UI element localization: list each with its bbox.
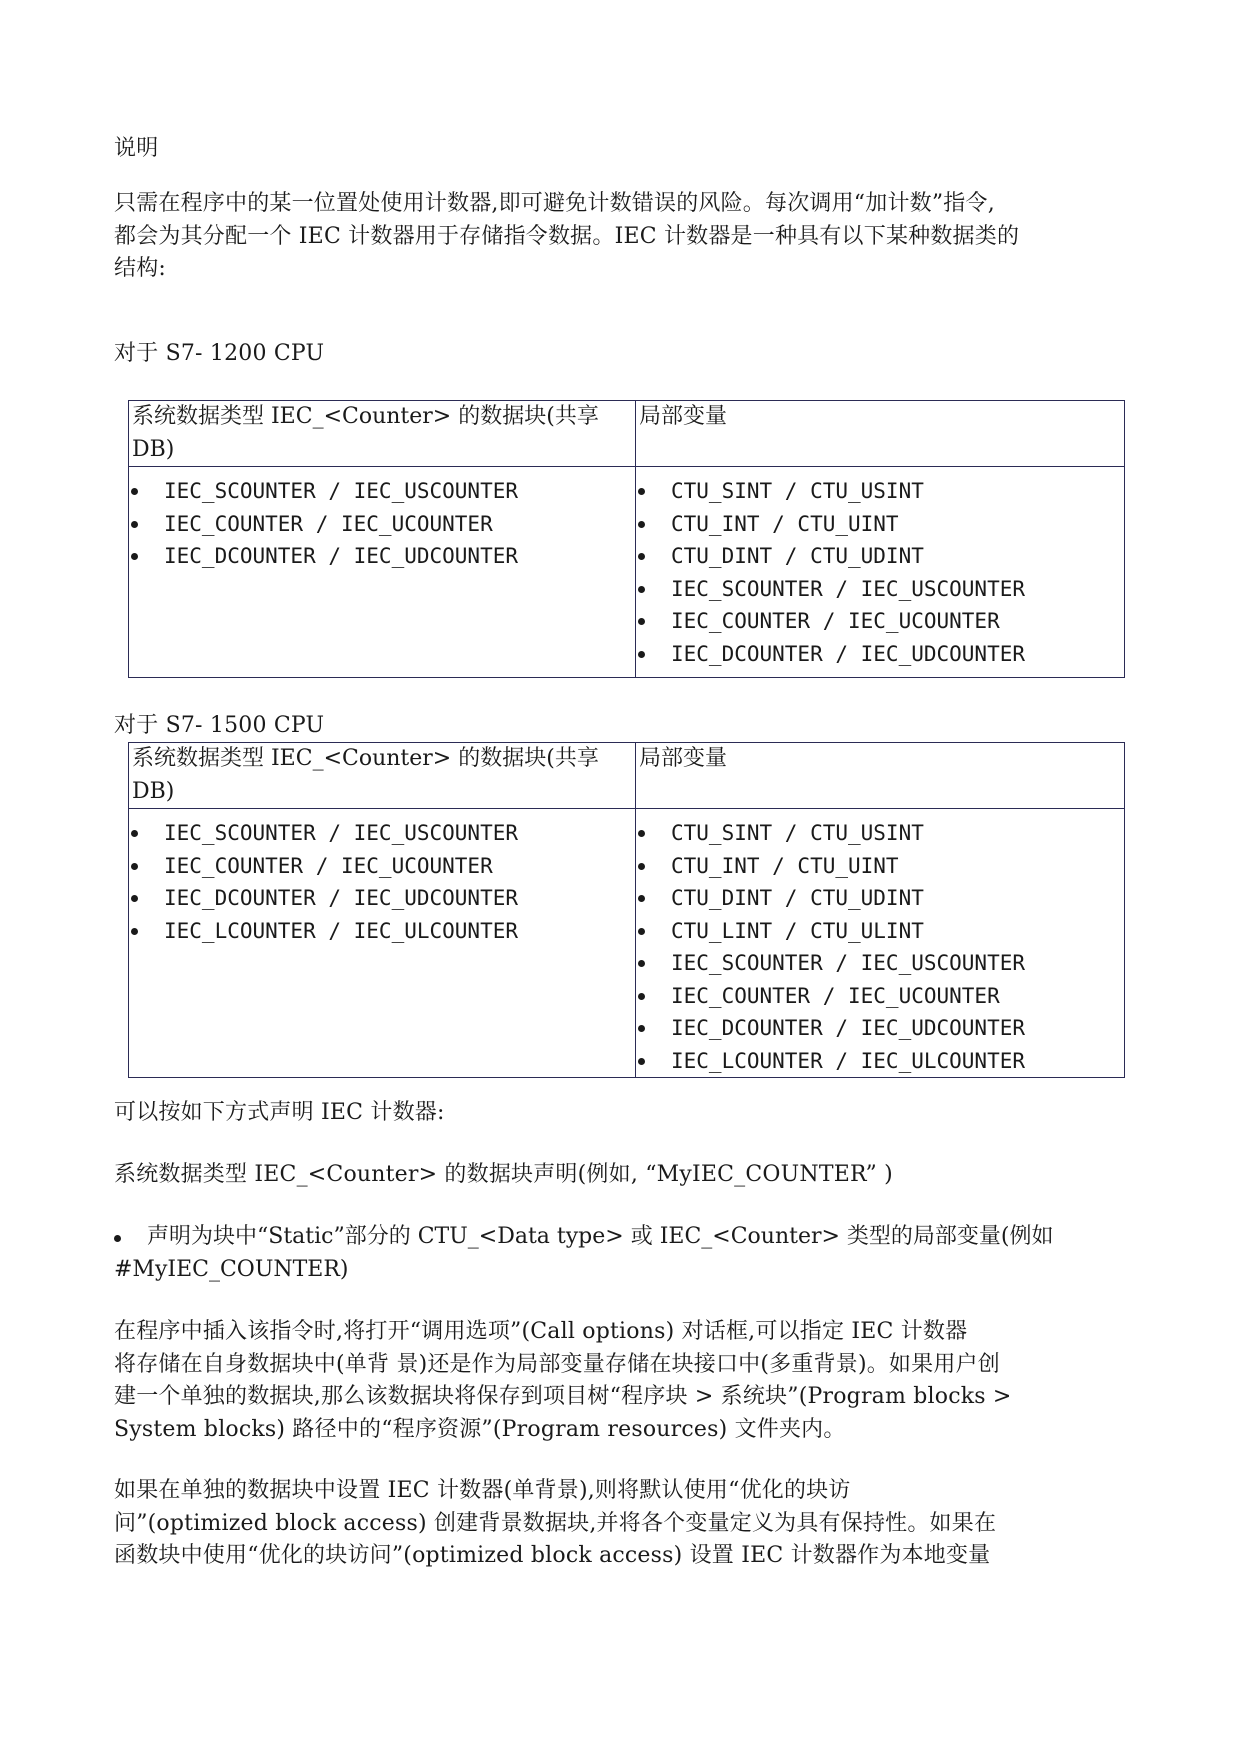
optimized-access-line: 问”(optimized block access) 创建背景数据块,并将各个变量定义为具有保持性。如果在 [114,1510,997,1536]
header-text: 局部变量 [639,746,728,771]
list-item: IEC_SCOUNTER / IEC_USCOUNTER [129,817,635,850]
bullet-icon [638,863,645,870]
call-options-line: 建一个单独的数据块,那么该数据块将保存到项目树“程序块 > 系统块”(Program blocks > [114,1384,1012,1409]
list-item: IEC_LCOUNTER / IEC_ULCOUNTER [129,915,635,948]
db-types-list [129,467,635,573]
bullet-icon [131,521,138,528]
list-item: CTU_SINT / CTU_USINT [636,817,1124,850]
bullet-icon [638,993,645,1000]
header-cell-local [636,401,1125,467]
list-item: IEC_LCOUNTER / IEC_ULCOUNTER [636,1045,1124,1078]
section-heading: 说明 [114,136,159,161]
bullet-icon [131,895,138,902]
list-item: CTU_DINT / CTU_UDINT [636,540,1124,573]
declare-local-line: #MyIEC_COUNTER) [114,1256,349,1282]
optimized-access-line: 函数块中使用“优化的块访问”(optimized block access) 设置 IEC 计数器作为本地变量 [114,1543,991,1568]
bullet-icon [131,863,138,870]
bullet-icon [638,618,645,625]
list-item: IEC_SCOUNTER / IEC_USCOUNTER [129,475,635,508]
intro-paragraph [114,188,1134,286]
list-item: IEC_DCOUNTER / IEC_UDCOUNTER [129,540,635,573]
list-item: IEC_COUNTER / IEC_UCOUNTER [636,980,1124,1013]
declare-intro: 可以按如下方式声明 IEC 计数器: [114,1100,445,1125]
bullet-icon [638,586,645,593]
header-text: 局部变量 [639,404,728,429]
call-options-line: 在程序中插入该指令时,将打开“调用选项”(Call options) 对话框,可以指定 IEC 计数器 [114,1319,968,1344]
optimized-access-line: 如果在单独的数据块中设置 IEC 计数器(单背景),则将默认使用“优化的块访 [114,1478,851,1503]
header-cell-db [129,743,636,809]
list-item: IEC_DCOUNTER / IEC_UDCOUNTER [636,1012,1124,1045]
bullet-icon [638,895,645,902]
call-options-line: 将存储在自身数据块中(单背 景)还是作为局部变量存储在块接口中(多重背景)。如果用户创 [114,1351,1000,1377]
bullet-icon [638,1025,645,1032]
call-options-line: System blocks) 路径中的“程序资源”(Program resources) 文件夹内。 [114,1416,846,1442]
call-options-paragraph [114,1316,1134,1446]
bullet-icon [638,488,645,495]
db-types-cell [129,467,636,678]
local-vars-cell [636,467,1125,678]
list-item: IEC_SCOUNTER / IEC_USCOUNTER [636,573,1124,606]
bullet-icon [114,1235,121,1242]
local-vars-cell [636,809,1125,1078]
s7-1200-caption: 对于 S7- 1200 CPU [114,341,325,366]
bullet-icon [131,553,138,560]
declare-db-paragraph: 系统数据类型 IEC_<Counter> 的数据块声明(例如, “MyIEC_COUNTER” ) [114,1162,893,1187]
s7-1200-table [128,400,1125,678]
list-item: CTU_SINT / CTU_USINT [636,475,1124,508]
bullet-icon [131,830,138,837]
bullet-icon [131,488,138,495]
list-item: IEC_COUNTER / IEC_UCOUNTER [129,508,635,541]
header-text: DB) [132,436,175,462]
header-text: DB) [132,778,175,804]
intro-line: 都会为其分配一个 IEC 计数器用于存储指令数据。IEC 计数器是一种具有以下某种数据类的 [114,223,1020,249]
header-cell-db [129,401,636,467]
list-item: CTU_INT / CTU_UINT [636,850,1124,883]
bullet-icon [638,521,645,528]
intro-line: 只需在程序中的某一位置处使用计数器,即可避免计数错误的风险。每次调用“加计数”指令, [114,191,995,216]
intro-line: 结构: [114,256,167,281]
declare-local-paragraph [114,1221,1134,1286]
list-item: IEC_COUNTER / IEC_UCOUNTER [129,850,635,883]
list-item: CTU_INT / CTU_UINT [636,508,1124,541]
header-text: 系统数据类型 IEC_<Counter> 的数据块(共享 [132,746,599,771]
bullet-icon [638,960,645,967]
bullet-icon [638,1058,645,1065]
header-cell-local [636,743,1125,809]
local-vars-list [636,467,1124,670]
bullet-icon [638,830,645,837]
bullet-icon [638,928,645,935]
header-text: 系统数据类型 IEC_<Counter> 的数据块(共享 [132,404,599,429]
db-types-cell [129,809,636,1078]
list-item: IEC_COUNTER / IEC_UCOUNTER [636,605,1124,638]
bullet-icon [638,553,645,560]
list-item: CTU_LINT / CTU_ULINT [636,915,1124,948]
optimized-access-paragraph [114,1475,1134,1573]
bullet-icon [131,928,138,935]
db-types-list [129,809,635,947]
bullet-icon [638,651,645,658]
s7-1500-table [128,742,1125,1078]
list-item: CTU_DINT / CTU_UDINT [636,882,1124,915]
s7-1500-caption: 对于 S7- 1500 CPU [114,713,325,738]
list-item: IEC_SCOUNTER / IEC_USCOUNTER [636,947,1124,980]
list-item: IEC_DCOUNTER / IEC_UDCOUNTER [636,638,1124,671]
local-vars-list [636,809,1124,1077]
declare-local-line: 声明为块中“Static”部分的 CTU_<Data type> 或 IEC_<Counter> 类型的局部变量(例如 [147,1224,1054,1249]
list-item: IEC_DCOUNTER / IEC_UDCOUNTER [129,882,635,915]
